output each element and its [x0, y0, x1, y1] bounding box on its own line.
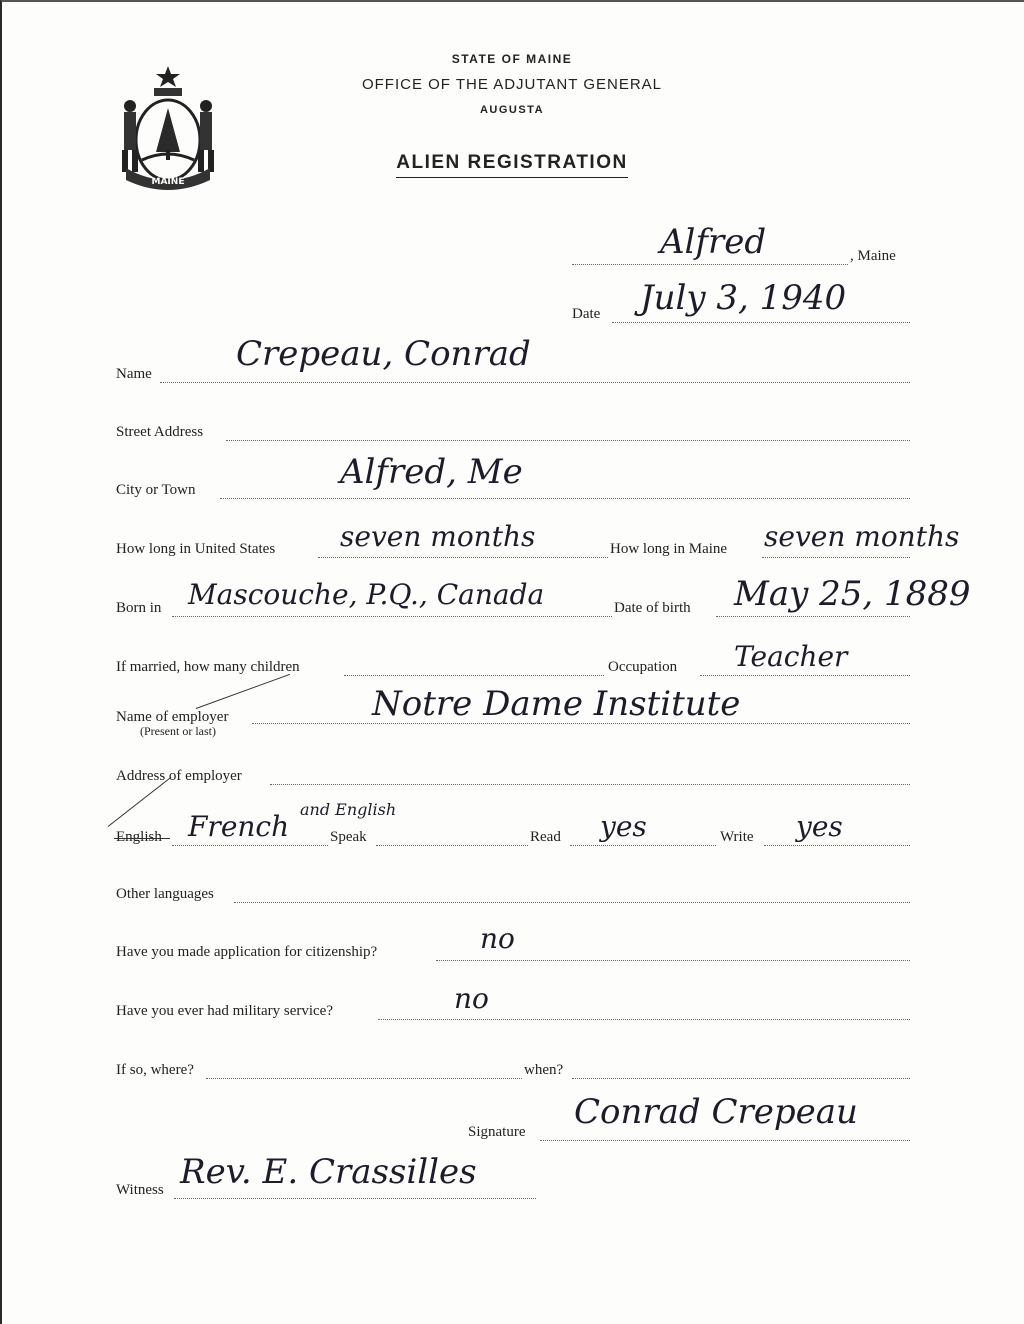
- witness-entry: Rev. E. Crassilles: [180, 1152, 477, 1192]
- born-in-line: [172, 616, 612, 617]
- seal-banner-text: MAINE: [151, 177, 185, 187]
- how-long-us-label: How long in United States: [116, 541, 276, 557]
- occupation-label: Occupation: [608, 659, 678, 675]
- town-entry: Alfred: [660, 222, 767, 262]
- date-of-birth-line: [716, 616, 910, 617]
- speak-line-2: [376, 845, 528, 846]
- signature-label: Signature: [468, 1124, 526, 1140]
- name-entry: Crepeau, Conrad: [236, 334, 531, 374]
- how-long-us-line: [318, 557, 608, 558]
- header-office: OFFICE OF THE ADJUTANT GENERAL: [361, 76, 663, 93]
- employer-note: (Present or last): [140, 724, 216, 738]
- how-long-maine-label: How long in Maine: [610, 541, 728, 557]
- city-label: City or Town: [116, 482, 196, 498]
- military-label: Have you ever had military service?: [116, 1003, 333, 1019]
- when-label: when?: [524, 1062, 564, 1078]
- read-line: [570, 845, 716, 846]
- employer-address-line: [270, 784, 910, 785]
- header-city: AUGUSTA: [479, 104, 545, 116]
- write-label: Write: [720, 829, 754, 845]
- language-extra-entry: and English: [300, 800, 397, 819]
- read-entry: yes: [600, 810, 647, 843]
- occupation-entry: Teacher: [734, 640, 848, 673]
- write-line: [764, 845, 910, 846]
- if-so-where-label: If so, where?: [116, 1062, 194, 1078]
- strikethrough: [114, 838, 170, 839]
- read-label: Read: [530, 829, 561, 845]
- form-title: ALIEN REGISTRATION: [0, 152, 1024, 174]
- header-state: STATE OF MAINE: [451, 52, 573, 66]
- date-of-birth-entry: May 25, 1889: [734, 574, 971, 614]
- when-line: [572, 1078, 910, 1079]
- name-line: [160, 382, 910, 383]
- town-line: [572, 264, 848, 265]
- how-long-us-entry: seven months: [340, 520, 536, 553]
- street-label: Street Address: [116, 424, 204, 440]
- city-entry: Alfred, Me: [340, 452, 523, 492]
- maine-label: , Maine: [850, 248, 896, 264]
- speak-label: Speak: [330, 829, 367, 845]
- military-entry: no: [454, 982, 489, 1015]
- occupation-line: [700, 675, 910, 676]
- witness-line: [174, 1198, 536, 1199]
- employer-entry: Notre Dame Institute: [372, 684, 741, 724]
- city-line: [220, 498, 910, 499]
- other-languages-label: Other languages: [116, 886, 214, 902]
- language-entry: French: [188, 810, 290, 843]
- date-entry: July 3, 1940: [640, 278, 847, 318]
- witness-label: Witness: [116, 1182, 164, 1198]
- english-label-struck: English: [116, 829, 162, 845]
- born-in-label: Born in: [116, 600, 162, 616]
- write-entry: yes: [796, 810, 843, 843]
- married-children-line: [344, 675, 604, 676]
- if-so-where-line: [206, 1078, 522, 1079]
- married-children-label: If married, how many children: [116, 659, 300, 675]
- date-of-birth-label: Date of birth: [614, 600, 691, 616]
- employer-label: Name of employer: [116, 709, 229, 725]
- citizenship-label: Have you made application for citizenship?: [116, 944, 378, 960]
- employer-address-label: Address of employer: [116, 768, 242, 784]
- signature-entry: Conrad Crepeau: [574, 1092, 858, 1132]
- citizenship-entry: no: [480, 922, 515, 955]
- how-long-maine-line: [762, 557, 910, 558]
- street-line: [226, 440, 910, 441]
- born-in-entry: Mascouche, P.Q., Canada: [188, 578, 545, 611]
- how-long-maine-entry: seven months: [764, 520, 960, 553]
- name-label: Name: [116, 366, 152, 382]
- date-label: Date: [572, 306, 601, 322]
- military-line: [378, 1019, 910, 1020]
- date-line: [612, 322, 910, 323]
- other-languages-line: [234, 902, 910, 903]
- citizenship-line: [436, 960, 910, 961]
- speak-line: [172, 845, 328, 846]
- signature-line: [540, 1140, 910, 1141]
